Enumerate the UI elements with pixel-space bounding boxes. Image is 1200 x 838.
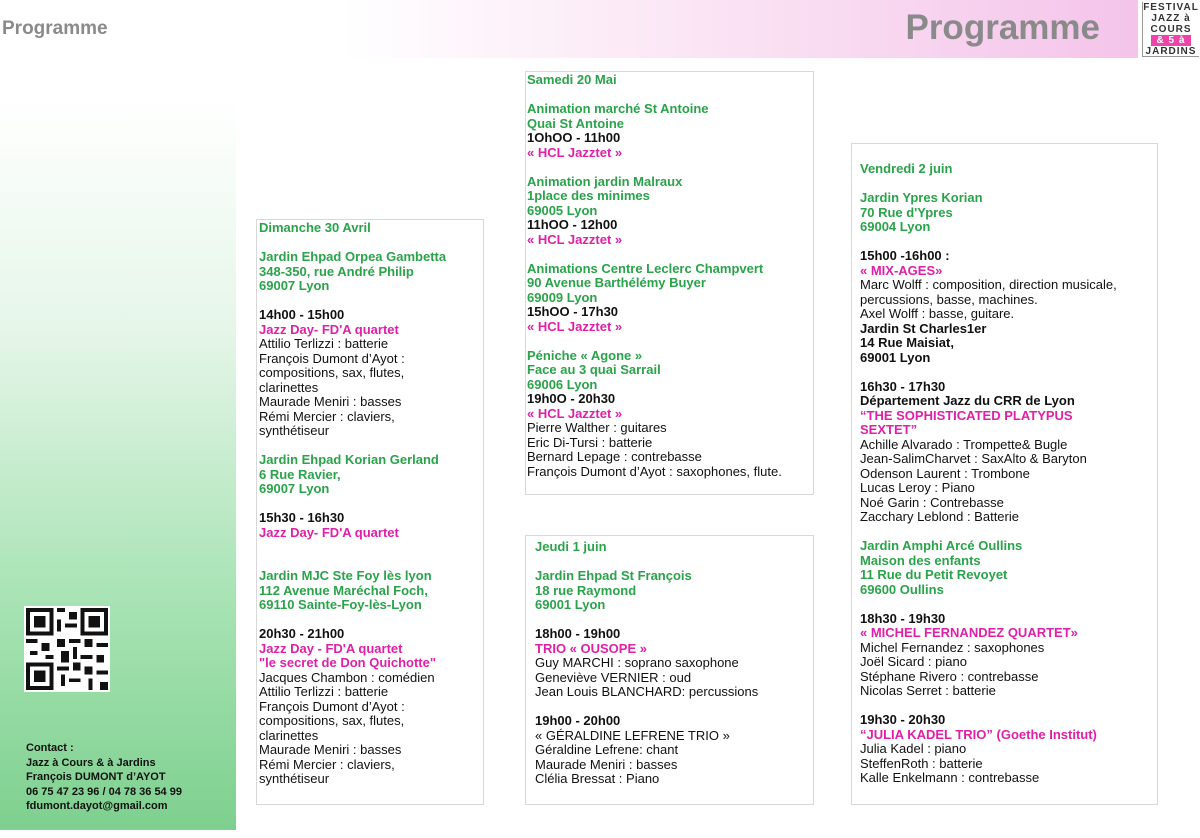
logo-line: & 5 à (1151, 35, 1191, 46)
venue-name: Jardin Ehpad Orpea Gambetta (259, 249, 447, 264)
venue-address: Quai St Antoine (527, 115, 625, 131)
musician: Axel Wolff : basse, guitare. (860, 306, 1015, 321)
musician: Michel Fernandez : saxophones (860, 639, 1045, 655)
musician: Pierre Walther : guitares (527, 420, 667, 435)
venue-city: 69600 Oullins (860, 581, 944, 597)
day-title: Dimanche 30 Avril (259, 220, 371, 235)
musician: Jean-SalimCharvet : SaxAlto & Baryton (860, 451, 1087, 466)
musician: Stéphane Rivero : contrebasse (860, 668, 1039, 684)
logo-line: FESTIVAL (1143, 2, 1199, 13)
concert-time: 19h00 - 20h00 (535, 713, 621, 728)
band-name: « HCL Jazztet » (527, 318, 623, 334)
musician: Géraldine Lefrene: chant (535, 742, 679, 757)
band-subtitle: "le secret de Don Quichotte" (259, 655, 437, 670)
programme-day-samedi (525, 71, 814, 495)
musician: clarinettes (259, 379, 319, 395)
venue-name: Jardin Amphi Arcé Oullins (860, 538, 1023, 553)
musician: Zacchary Leblond : Batterie (860, 509, 1019, 524)
musician: Jacques Chambon : comédien (259, 669, 435, 685)
venue-address: 90 Avenue Barthélémy Buyer (527, 275, 706, 290)
band-name: Jazz Day- FD'A quartet (259, 321, 399, 337)
venue-address: 112 Avenue Maréchal Foch, (259, 582, 428, 598)
musician: SteffenRoth : batterie (860, 755, 983, 771)
venue-name: Maison des enfants (860, 552, 981, 568)
concert-time: 1OhOO - 11h00 (527, 130, 621, 145)
musician: compositions, sax, flutes, (259, 365, 405, 380)
musician: Eric Di-Tursi : batterie (527, 434, 653, 450)
musician: clarinettes (259, 727, 319, 743)
musician: Julia Kadel : piano (860, 741, 967, 756)
concert-time: 11hOO - 12h00 (527, 217, 618, 232)
musician: Joël Sicard : piano (860, 654, 967, 669)
musician: Kalle Enkelmann : contrebasse (860, 770, 1040, 785)
musician: Rémi Mercier : claviers, (259, 756, 395, 772)
musician: Marc Wolff : composition, direction musicale, (860, 277, 1117, 292)
contact-org: Jazz à Cours & à Jardins (26, 756, 156, 769)
page-title: Programme (905, 8, 1100, 47)
band-name: « MIX-AGES» (860, 262, 943, 278)
concert-time: 20h30 - 21h00 (259, 626, 345, 641)
concert-time: 15hOO - 17h30 (527, 304, 619, 319)
musician: Maurade Meniri : basses (259, 394, 402, 409)
venue-city: 69009 Lyon (527, 289, 598, 305)
concert-time: 19h0O - 20h30 (527, 391, 616, 406)
sidebar (0, 58, 236, 830)
contact-email[interactable]: fdumont.dayot@gmail.com (26, 800, 168, 812)
logo-line: JARDINS (1145, 46, 1197, 57)
venue-name: Département Jazz du CRR de Lyon (860, 393, 1075, 408)
contact-label: Contact : (26, 742, 74, 754)
venue-name: Jardin Ehpad St François (535, 568, 692, 583)
programme-day-vendredi (851, 143, 1158, 805)
concert-time: 15h30 - 16h30 (259, 510, 345, 525)
venue-address: 348-350, rue André Philip (259, 263, 414, 279)
venue-city: 69110 Sainte-Foy-lès-Lyon (259, 597, 422, 612)
musician: François Dumont d’Ayot : saxophones, flute. (527, 463, 782, 479)
band-name: « GÉRALDINE LEFRENE TRIO » (535, 727, 730, 743)
venue-name: Jardin St Charles1er (860, 320, 987, 336)
musician: Attilio Terlizzi : batterie (259, 336, 389, 351)
musician: Guy MARCHI : soprano saxophone (535, 655, 739, 670)
venue-address: 14 Rue Maisiat, (860, 335, 954, 350)
page-title-small: Programme (2, 18, 108, 39)
day-title: Samedi 20 Mai (527, 72, 617, 87)
musician: synthétiseur (259, 771, 330, 786)
band-name: Jazz Day - FD'A quartet (259, 640, 403, 656)
musician: François Dumont d’Ayot : (259, 698, 405, 714)
programme-day-dimanche (256, 219, 484, 805)
contact-person: François DUMONT d’AYOT (26, 771, 166, 783)
band-name: “JULIA KADEL TRIO” (Goethe Institut) (860, 726, 1097, 742)
venue-city: 69007 Lyon (259, 278, 330, 293)
musician: compositions, sax, flutes, (259, 713, 405, 728)
musician: synthétiseur (259, 423, 330, 438)
band-name: « HCL Jazztet » (527, 144, 623, 160)
musician: Maurade Meniri : basses (535, 756, 678, 772)
venue-address: Face au 3 quai Sarrail (527, 362, 661, 377)
musician: Noé Garin : Contrebasse (860, 494, 1004, 510)
musician: Attilio Terlizzi : batterie (259, 684, 389, 699)
concert-time: 18h00 - 19h00 (535, 626, 621, 641)
day-title: Vendredi 2 juin (860, 161, 953, 176)
musician: François Dumont d’Ayot : (259, 350, 405, 366)
band-name-cont: SEXTET” (860, 422, 918, 437)
venue-city: 69006 Lyon (527, 376, 598, 392)
band-name: « MICHEL FERNANDEZ QUARTET» (860, 625, 1078, 640)
logo-line: JAZZ à (1151, 13, 1191, 24)
concert-time: 18h30 - 19h30 (860, 610, 946, 626)
musician: percussions, basse, machines. (860, 291, 1038, 307)
venue-name: Jardin MJC Ste Foy lès lyon (259, 568, 432, 583)
musician: Bernard Lepage : contrebasse (527, 449, 702, 464)
band-name: Jazz Day- FD'A quartet (259, 524, 399, 540)
venue-name: Jardin Ypres Korian (860, 190, 983, 205)
venue-name: Animation jardin Malraux (527, 173, 683, 189)
venue-city: 69001 Lyon (860, 349, 931, 365)
contact-phone[interactable]: 06 75 47 23 96 / 04 78 36 54 99 (26, 785, 182, 798)
venue-name: Péniche « Agone » (527, 347, 643, 363)
venue-address: 11 Rue du Petit Revoyet (860, 567, 1008, 582)
venue-name: Animations Centre Leclerc Champvert (527, 260, 764, 276)
band-name: « HCL Jazztet » (527, 405, 623, 421)
venue-address: 1place des minimes (527, 188, 650, 203)
venue-city: 69001 Lyon (535, 597, 606, 612)
musician: Achille Alvarado : Trompette& Bugle (860, 436, 1068, 452)
qr-code[interactable] (24, 606, 110, 692)
day-title: Jeudi 1 juin (535, 539, 607, 554)
musician: Odenson Laurent : Trombone (860, 465, 1030, 481)
musician: Clélia Bressat : Piano (535, 771, 660, 786)
festival-logo (1142, 2, 1199, 57)
musician: Rémi Mercier : claviers, (259, 408, 395, 424)
musician: Jean Louis BLANCHARD: percussions (535, 684, 759, 699)
venue-address: 18 rue Raymond (535, 582, 637, 598)
concert-time: 15h00 -16h00 : (860, 248, 950, 263)
venue-name: Animation marché St Antoine (527, 101, 709, 116)
band-name: “THE SOPHISTICATED PLATYPUS (860, 407, 1073, 423)
programme-day-jeudi (525, 535, 814, 805)
concert-time: 14h00 - 15h00 (259, 307, 345, 322)
venue-address: 70 Rue d'Ypres (860, 204, 953, 220)
band-name: « HCL Jazztet » (527, 231, 623, 247)
musician: Geneviève VERNIER : oud (535, 669, 692, 685)
musician: Nicolas Serret : batterie (860, 683, 996, 698)
logo-line: COURS (1150, 24, 1192, 35)
venue-city: 69007 Lyon (259, 481, 330, 496)
venue-city: 69004 Lyon (860, 219, 931, 234)
concert-time: 16h30 - 17h30 (860, 378, 946, 394)
venue-address: 6 Rue Ravier, (259, 466, 341, 482)
band-name: TRIO « OUSOPE » (535, 640, 647, 656)
venue-city: 69005 Lyon (527, 202, 598, 218)
concert-time: 19h30 - 20h30 (860, 712, 946, 727)
musician: Lucas Leroy : Piano (860, 480, 975, 495)
contact-block (26, 741, 182, 814)
venue-name: Jardin Ehpad Korian Gerland (259, 452, 439, 467)
musician: Maurade Meniri : basses (259, 742, 402, 757)
